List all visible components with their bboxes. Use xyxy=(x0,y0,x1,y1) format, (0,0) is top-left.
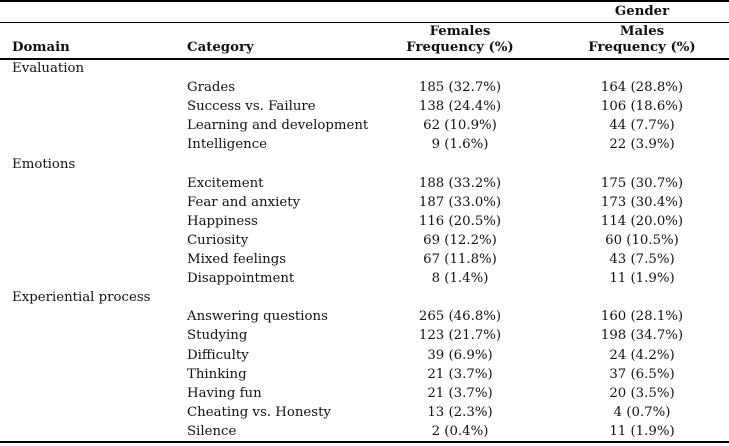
category-cell: Learning and development xyxy=(187,118,369,134)
category-cell: Excitement xyxy=(187,175,264,191)
category-cell: Silence xyxy=(187,423,237,439)
males-frequency-cell: 20 (3.5%) xyxy=(609,385,675,401)
domain-label: Emotions xyxy=(12,156,76,172)
females-frequency-cell: 69 (12.2%) xyxy=(423,232,497,248)
females-frequency-cell: 62 (10.9%) xyxy=(423,118,497,134)
females-frequency-cell: 13 (2.3%) xyxy=(427,404,493,420)
males-frequency-cell: 106 (18.6%) xyxy=(600,99,684,115)
domain-label: Experiential process xyxy=(12,290,151,306)
males-frequency-cell: 22 (3.9%) xyxy=(609,137,675,153)
males-frequency-cell: 60 (10.5%) xyxy=(605,232,679,248)
females-frequency-cell: 2 (0.4%) xyxy=(431,423,489,439)
category-cell: Disappointment xyxy=(187,271,295,287)
males-frequency-cell: 114 (20.0%) xyxy=(600,213,684,229)
category-cell: Happiness xyxy=(187,213,258,229)
females-frequency-cell: 187 (33.0%) xyxy=(418,194,502,210)
domain-header: Domain xyxy=(12,40,70,55)
females-frequency-cell: 188 (33.2%) xyxy=(418,175,502,191)
table-bottom-rule xyxy=(0,441,729,443)
males-frequency-header: Frequency (%) xyxy=(588,40,696,55)
category-header: Category xyxy=(187,40,254,55)
males-frequency-cell: 24 (4.2%) xyxy=(609,347,675,363)
females-frequency-header: Frequency (%) xyxy=(406,40,514,55)
males-frequency-cell: 43 (7.5%) xyxy=(609,252,675,267)
males-frequency-cell: 198 (34.7%) xyxy=(600,328,684,344)
females-frequency-cell: 9 (1.6%) xyxy=(431,137,489,153)
category-cell: Fear and anxiety xyxy=(187,194,301,210)
males-frequency-cell: 11 (1.9%) xyxy=(609,271,675,287)
females-frequency-cell: 116 (20.5%) xyxy=(418,213,502,229)
domain-label: Evaluation xyxy=(12,61,85,76)
females-frequency-cell: 21 (3.7%) xyxy=(427,366,493,382)
category-cell: Answering questions xyxy=(187,309,328,325)
males-frequency-cell: 173 (30.4%) xyxy=(600,194,684,210)
category-cell: Cheating vs. Honesty xyxy=(187,404,331,420)
header-bottom-rule xyxy=(0,58,729,60)
category-cell: Success vs. Failure xyxy=(187,99,316,115)
females-frequency-cell: 138 (24.4%) xyxy=(418,99,502,115)
females-frequency-cell: 67 (11.8%) xyxy=(423,252,497,267)
females-frequency-cell: 123 (21.7%) xyxy=(418,328,502,344)
category-cell: Grades xyxy=(187,80,236,96)
category-cell: Curiosity xyxy=(187,232,249,248)
females-header: Females xyxy=(429,24,491,39)
males-frequency-cell: 164 (28.8%) xyxy=(600,80,684,96)
category-cell: Intelligence xyxy=(187,137,268,153)
females-frequency-cell: 39 (6.9%) xyxy=(427,347,493,363)
males-header: Males xyxy=(619,24,665,39)
males-frequency-cell: 4 (0.7%) xyxy=(613,404,671,420)
females-frequency-cell: 8 (1.4%) xyxy=(431,271,489,287)
males-frequency-cell: 11 (1.9%) xyxy=(609,423,675,439)
females-frequency-cell: 265 (46.8%) xyxy=(418,309,502,325)
category-cell: Thinking xyxy=(187,366,247,382)
category-cell: Studying xyxy=(187,328,248,344)
category-cell: Difficulty xyxy=(187,347,249,363)
females-frequency-cell: 21 (3.7%) xyxy=(427,385,493,401)
males-frequency-cell: 175 (30.7%) xyxy=(600,175,684,191)
females-frequency-cell: 185 (32.7%) xyxy=(418,80,502,96)
gender-header: Gender xyxy=(614,4,670,19)
category-cell: Having fun xyxy=(187,385,262,401)
males-frequency-cell: 160 (28.1%) xyxy=(600,309,684,325)
males-frequency-cell: 37 (6.5%) xyxy=(609,366,675,382)
category-cell: Mixed feelings xyxy=(187,252,287,267)
males-frequency-cell: 44 (7.7%) xyxy=(609,118,675,134)
